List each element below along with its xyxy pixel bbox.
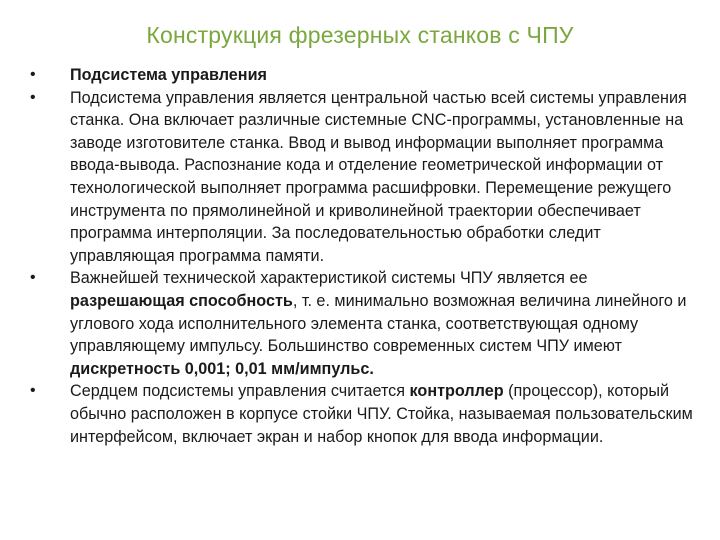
bullet-text: (процессор), который обычно расположен в корпусе стойки ЧПУ. Стойка, называемая пользовательским интерфейсом, включает экран и набор кнопок для ввода информации.	[70, 382, 693, 446]
bullet-bold-term: контроллер	[409, 382, 504, 401]
bullet-item	[26, 87, 698, 268]
bullet-heading: Подсистема управления	[70, 66, 267, 84]
slide-title: Конструкция фрезерных станков с ЧПУ	[146, 22, 574, 48]
bullet-item	[26, 380, 698, 448]
bullet-bold-term: дискретность 0,001; 0,01 мм/импульс.	[70, 359, 374, 378]
bullet-text: Подсистема управления является центральной частью всей системы управления станка. Она включает различные системные CNC-программы, установленные на заводе изготовителе станка. Ввод и вывод информации выполняет программа ввода-вывода. Распознание кода и отделение геометрической информации от технологической выполняет программа расшифровки. Перемещение режущего инструмента по прямолинейной и криволинейной траектории обеспечивает программа интерполяции. За последовательностью обработки следит управляющая программа памяти.	[70, 88, 687, 265]
bullet-icon: •	[30, 88, 36, 106]
bullet-text: , т. е. минимально возможная величина линейного и углового хода исполнительного элемента станка, соответствующая одному управляющему импульсу. Большинство современных систем ЧПУ имеют	[70, 291, 687, 356]
bullet-icon: •	[30, 269, 36, 287]
bullet-item	[26, 64, 698, 87]
bullet-icon: •	[30, 66, 36, 83]
bullet-icon: •	[30, 382, 36, 400]
bullet-list	[26, 64, 698, 448]
bullet-text: Сердцем подсистемы управления считается	[70, 382, 410, 401]
bullet-item	[26, 267, 698, 380]
bullet-text: Важнейшей технической характеристикой системы ЧПУ является ее	[70, 269, 588, 288]
bullet-bold-term: разрешающая способность	[70, 291, 293, 310]
